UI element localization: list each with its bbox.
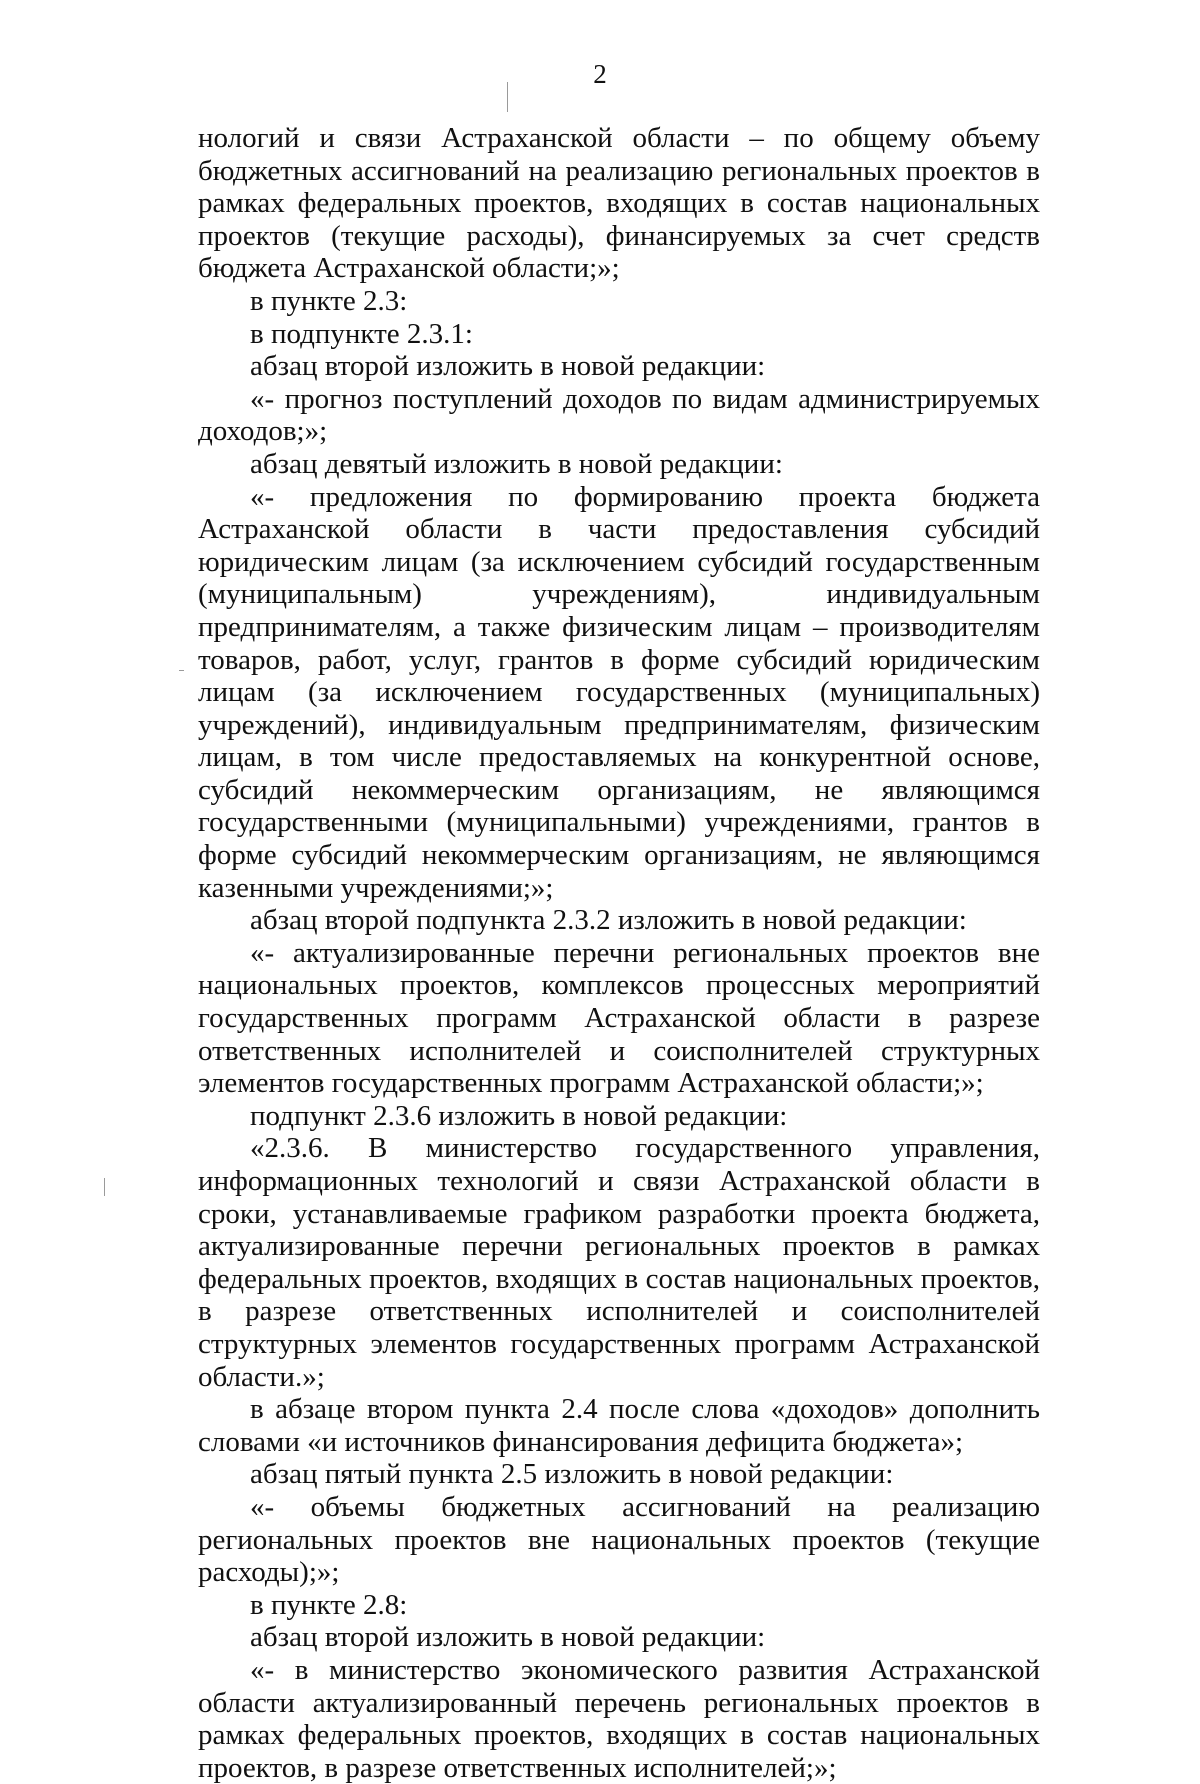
paragraph: «2.3.6. В министерство государственного управления, информационных технологий и связи Астраханской области в сроки, устанавливаемые графиком разработки проекта бюджета, актуализированные перечни региональных проектов в рамках федеральных проектов, входящих в состав национальных проектов, в разрезе ответственных исполнителей и соисполнителей структурных элементов государственных программ Астраханской области.»; <box>198 1132 1040 1393</box>
paragraph: «- объемы бюджетных ассигнований на реализацию региональных проектов вне национальных проектов (текущие расходы);»; <box>198 1490 1040 1589</box>
paragraph: в абзаце втором пункта 2.4 после слова «доходов» дополнить словами «и источников финансирования дефицита бюджета»; <box>198 1393 1040 1458</box>
paragraph: нологий и связи Астраханской области – по общему объему бюджетных ассигнований на реализацию региональных проектов в рамках федеральных проектов, входящих в состав национальных проектов (текущие расходы), финансируемых за счет средств бюджета Астраханской области;»; <box>198 122 1040 285</box>
paragraph: абзац девятый изложить в новой редакции: <box>250 447 783 480</box>
scan-mark-left <box>179 670 184 671</box>
paragraph: «- актуализированные перечни региональных проектов вне национальных проектов, комплексов процессных мероприятий государственных программ Астраханской области в разрезе ответственных исполнителей и соисполнителей структурных элементов государственных программ Астраханской области;»; <box>198 936 1040 1100</box>
paragraph: в подпункте 2.3.1: <box>250 317 473 350</box>
paragraph: «- предложения по формированию проекта бюджета Астраханской области в части предоставления субсидий юридическим лицам (за исключением субсидий государственным (муниципальным) учреждениям), индивидуальным предпринимателям, а также физическим лицам – производителям товаров, работ, услуг, грантов в форме субсидий юридическим лицам (за исключением государственных (муниципальных) учреждений), индивидуальным предпринимателям, физическим лицам, в том числе предоставляемых на конкурентной основе, субсидий некоммерческим организациям, не являющимся государственными (муниципальными) учреждениями, грантов в форме субсидий некоммерческим организациям, не являющимся казенными учреждениями;»; <box>198 480 1040 904</box>
paragraph: абзац пятый пункта 2.5 изложить в новой редакции: <box>250 1458 894 1491</box>
paragraph: абзац второй изложить в новой редакции: <box>250 1621 766 1654</box>
scan-mark-top <box>507 82 508 112</box>
paragraph: абзац второй изложить в новой редакции: <box>250 350 766 383</box>
paragraph: в пункте 2.8: <box>250 1588 408 1621</box>
paragraph: «- прогноз поступлений доходов по видам администрируемых доходов;»; <box>198 382 1040 448</box>
paragraph: в пункте 2.3: <box>250 284 408 317</box>
paragraph: подпункт 2.3.6 изложить в новой редакции: <box>250 1099 788 1132</box>
paragraph: «- в министерство экономического развития Астраханской области актуализированный перечень региональных проектов в рамках федеральных проектов, входящих в состав национальных проектов, в разрезе ответственных исполнителей;»; <box>198 1653 1040 1784</box>
paragraph: абзац второй подпункта 2.3.2 изложить в новой редакции: <box>250 904 967 937</box>
document-body <box>198 122 1040 1784</box>
scan-mark-left-lower <box>104 1178 105 1196</box>
page-number: 2 <box>593 59 607 89</box>
